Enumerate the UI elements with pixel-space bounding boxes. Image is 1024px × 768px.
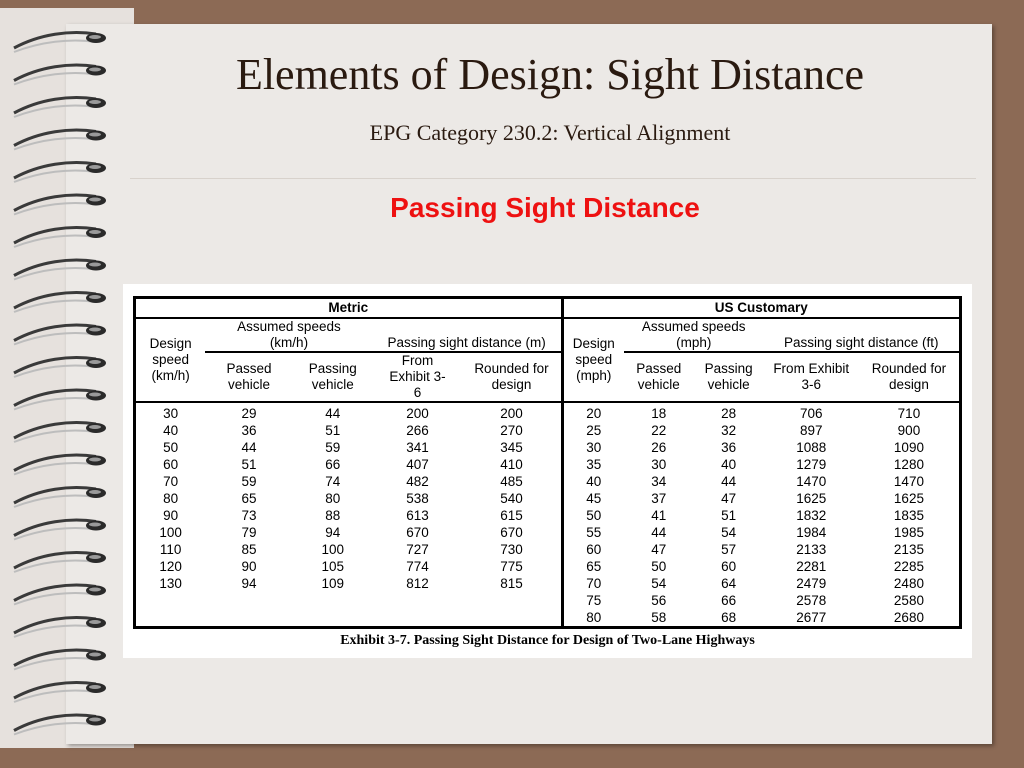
us-passing-header: Passing vehicle — [694, 352, 764, 402]
us-psd-header: Passing sight distance (ft) — [764, 318, 961, 352]
metric-psd-header: Passing sight distance (m) — [373, 318, 562, 352]
us-design-speed-header: Design speed (mph) — [562, 318, 624, 402]
us-design-speed-column: 20 25 30 35 40 45 50 55 60 65 70 75 80 — [562, 402, 624, 628]
metric-passed-header: Passed vehicle — [205, 352, 293, 402]
exhibit-figure — [123, 284, 972, 658]
slide-title: Elements of Design: Sight Distance — [235, 50, 865, 99]
us-passing-column: 28 32 36 40 44 47 51 54 57 60 64 66 68 — [721, 406, 737, 625]
us-passed-column: 18 22 26 30 34 37 41 44 47 50 54 56 58 — [651, 406, 667, 625]
metric-from-column: 200 266 341 407 482 538 613 670 727 774 812 — [406, 406, 429, 591]
metric-rounded-header: Rounded for design — [462, 352, 562, 402]
metric-rounded-column: 200 270 345 410 485 540 615 670 730 775 815 — [500, 406, 523, 591]
spiral-binding-icon — [0, 0, 130, 768]
us-from-header: From Exhibit 3-6 — [764, 352, 859, 402]
exhibit-caption: Exhibit 3-7. Passing Sight Distance for Design of Two-Lane Highways — [340, 633, 755, 648]
passing-sight-distance-table — [133, 296, 962, 629]
slide-subtitle: EPG Category 230.2: Vertical Alignment — [369, 120, 731, 145]
divider — [130, 178, 976, 179]
section-heading: Passing Sight Distance — [390, 192, 700, 223]
metric-passing-header: Passing vehicle — [293, 352, 373, 402]
us-from-column: 706 897 1088 1279 1470 1625 1832 1984 2133 2281 2479 2578 2677 — [796, 406, 827, 625]
metric-from-header: From Exhibit 3-6 — [373, 352, 463, 402]
metric-group-header: Metric — [135, 298, 563, 319]
us-group-header: US Customary — [562, 298, 960, 319]
metric-design-speed-column: 30 40 50 60 70 80 90 100 110 120 130 — [159, 406, 182, 591]
us-assumed-speeds-header: Assumed speeds (mph) — [624, 318, 764, 352]
metric-design-speed-header: Design speed (km/h) — [135, 318, 206, 402]
metric-passed-column: 29 36 44 51 59 65 73 79 85 90 94 — [241, 406, 257, 591]
metric-assumed-speeds-header: Assumed speeds (km/h) — [205, 318, 372, 352]
us-passed-header: Passed vehicle — [624, 352, 694, 402]
metric-passing-column: 44 51 59 66 74 80 88 94 100 105 109 — [321, 406, 345, 591]
us-rounded-header: Rounded for design — [859, 352, 961, 402]
us-rounded-column: 710 900 1090 1280 1470 1625 1835 1985 2135 2285 2480 2580 2680 — [893, 406, 924, 625]
